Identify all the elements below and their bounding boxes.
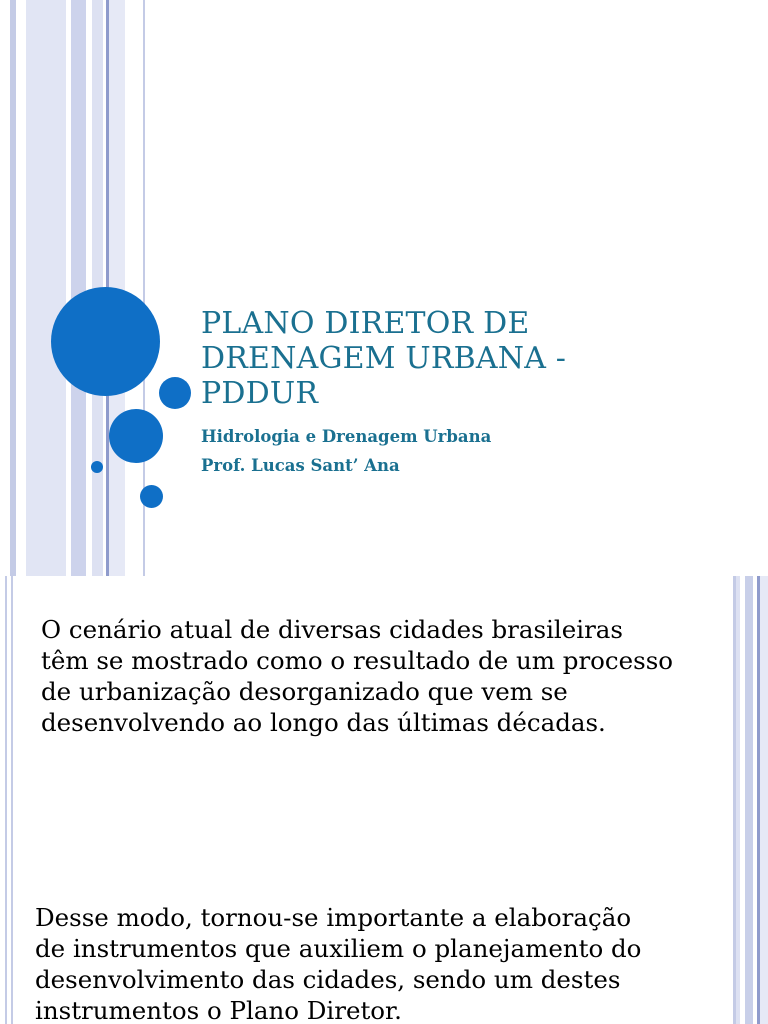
decorative-stripe <box>745 576 753 1024</box>
text-line: O cenário atual de diversas cidades brasileiras <box>41 615 623 644</box>
title-line: PDDUR <box>201 376 319 411</box>
text-line: de instrumentos que auxiliem o planejamento do <box>35 934 642 963</box>
decorative-stripe <box>16 0 26 576</box>
decorative-stripe <box>11 576 13 1024</box>
title-line: DRENAGEM URBANA - <box>201 341 567 376</box>
decorative-circle <box>51 287 160 396</box>
decorative-circle <box>140 485 163 508</box>
decorative-stripe <box>125 0 143 576</box>
text-line: têm se mostrado como o resultado de um processo <box>41 646 674 675</box>
decorative-circle <box>91 461 103 473</box>
body-paragraph <box>41 614 673 738</box>
slide-title <box>201 306 721 411</box>
text-line: Desse modo, tornou-se importante a elaboração <box>35 903 632 932</box>
slide-subtitle: Hidrologia e Drenagem Urbana <box>201 427 492 446</box>
decorative-stripe <box>71 0 86 576</box>
body-paragraph <box>35 902 641 1024</box>
decorative-stripe <box>26 0 66 576</box>
text-line: desenvolvimento das cidades, sendo um destes <box>35 965 621 994</box>
decorative-stripe <box>0 0 10 576</box>
text-line: desenvolvendo ao longo das últimas décadas. <box>41 708 606 737</box>
text-line: instrumentos o Plano Diretor. <box>35 996 402 1024</box>
slide-author: Prof. Lucas Sant’ Ana <box>201 456 400 475</box>
decorative-stripe <box>760 576 768 1024</box>
decorative-circle <box>109 409 163 463</box>
text-line: de urbanização desorganizado que vem se <box>41 677 568 706</box>
content-slide <box>0 576 768 1024</box>
decorative-circle <box>159 377 191 409</box>
title-line: PLANO DIRETOR DE <box>201 306 530 341</box>
